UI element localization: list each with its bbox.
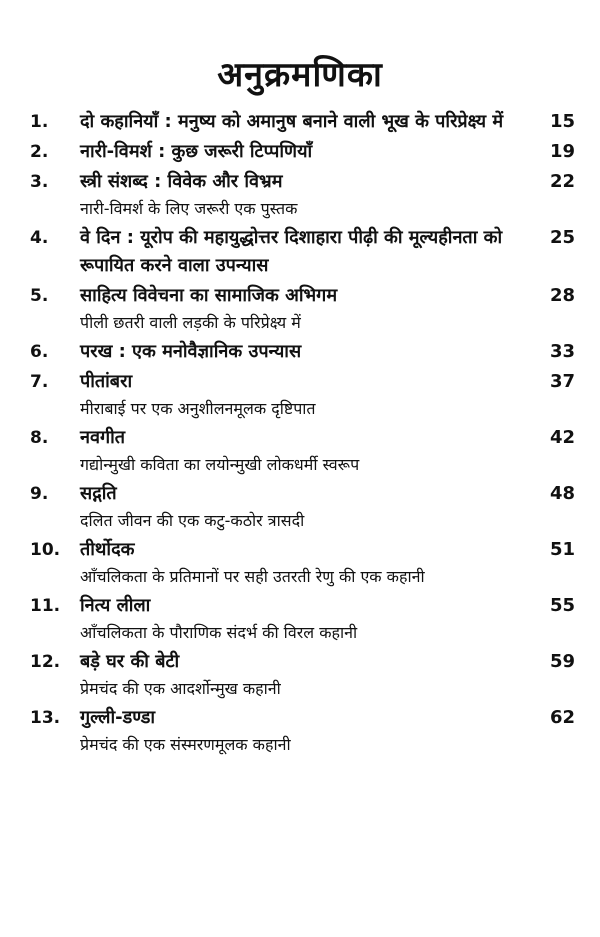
entry-subtitle: प्रेमचंद की एक आदर्शोन्मुख कहानी xyxy=(80,679,281,698)
entry-page-number: 22 xyxy=(549,171,575,192)
entry-title: साहित्य विवेचना का सामाजिक अभिगम xyxy=(80,285,338,306)
entry-subtitle: प्रेमचंद की एक संस्मरणमूलक कहानी xyxy=(80,735,291,754)
entry-title: दो कहानियाँ : मनुष्य को अमानुष बनाने वाली भूख के परिप्रेक्ष्य में xyxy=(80,111,504,132)
entry-number: 7. xyxy=(30,372,49,392)
toc-entry xyxy=(0,368,600,422)
table-of-contents xyxy=(0,108,600,760)
entry-page-number: 51 xyxy=(549,539,575,560)
entry-number: 2. xyxy=(30,142,49,162)
entry-subtitle: आँचलिकता के प्रतिमानों पर सही उतरती रेणु की एक कहानी xyxy=(80,567,425,586)
entry-page-number: 37 xyxy=(549,371,575,392)
toc-entry xyxy=(0,168,600,222)
entry-subtitle: आँचलिकता के पौराणिक संदर्भ की विरल कहानी xyxy=(80,623,358,642)
entry-number: 12. xyxy=(30,652,61,672)
entry-number: 8. xyxy=(30,428,49,448)
toc-entry xyxy=(0,138,600,166)
entry-number: 6. xyxy=(30,342,49,362)
entry-page-number: 33 xyxy=(549,341,575,362)
entry-title: वे दिन : यूरोप की महायुद्धोत्तर दिशाहारा पीढ़ी की मूल्यहीनता को रूपायित करने वाला उपन्यास xyxy=(80,227,503,276)
entry-subtitle: नारी-विमर्श के लिए जरूरी एक पुस्तक xyxy=(80,199,298,218)
toc-entry xyxy=(0,480,600,534)
entry-title: नवगीत xyxy=(80,427,126,448)
toc-entry xyxy=(0,338,600,366)
entry-page-number: 59 xyxy=(549,651,575,672)
entry-title: बड़े घर की बेटी xyxy=(80,651,180,672)
entry-page-number: 62 xyxy=(549,707,575,728)
entry-page-number: 48 xyxy=(549,483,575,504)
toc-entry xyxy=(0,592,600,646)
entry-title: पीतांबरा xyxy=(80,371,133,392)
entry-page-number: 55 xyxy=(549,595,575,616)
toc-entry xyxy=(0,536,600,590)
entry-page-number: 25 xyxy=(549,227,575,248)
entry-number: 4. xyxy=(30,228,49,248)
entry-title: नारी-विमर्श : कुछ जरूरी टिप्पणियाँ xyxy=(80,141,313,162)
entry-subtitle: गद्योन्मुखी कविता का लयोन्मुखी लोकधर्मी स्वरूप xyxy=(80,455,360,474)
entry-subtitle: पीली छतरी वाली लड़की के परिप्रेक्ष्य में xyxy=(80,313,301,332)
entry-title: नित्य लीला xyxy=(80,595,151,616)
entry-title: स्त्री संशब्द : विवेक और विभ्रम xyxy=(80,171,283,192)
entry-title: सद्गति xyxy=(80,483,117,504)
entry-number: 3. xyxy=(30,172,49,192)
toc-entry xyxy=(0,704,600,758)
entry-page-number: 28 xyxy=(549,285,575,306)
toc-entry xyxy=(0,108,600,136)
toc-entry xyxy=(0,424,600,478)
entry-number: 13. xyxy=(30,708,61,728)
entry-title: परख : एक मनोवैज्ञानिक उपन्यास xyxy=(80,341,302,362)
entry-number: 1. xyxy=(30,112,49,132)
toc-entry xyxy=(0,224,600,280)
entry-subtitle: दलित जीवन की एक कटु-कठोर त्रासदी xyxy=(80,511,305,530)
entry-page-number: 19 xyxy=(549,141,575,162)
entry-number: 9. xyxy=(30,484,49,504)
entry-title: तीर्थोदक xyxy=(80,539,135,560)
entry-subtitle: मीराबाई पर एक अनुशीलनमूलक दृष्टिपात xyxy=(80,399,316,418)
toc-entry xyxy=(0,648,600,702)
toc-entry xyxy=(0,282,600,336)
entry-number: 10. xyxy=(30,540,61,560)
entry-number: 11. xyxy=(30,596,61,616)
page-title: अनुक्रमणिका xyxy=(217,55,383,95)
entry-page-number: 42 xyxy=(549,427,575,448)
entry-title: गुल्ली-डण्डा xyxy=(80,707,156,728)
entry-page-number: 15 xyxy=(549,111,575,132)
entry-number: 5. xyxy=(30,286,49,306)
